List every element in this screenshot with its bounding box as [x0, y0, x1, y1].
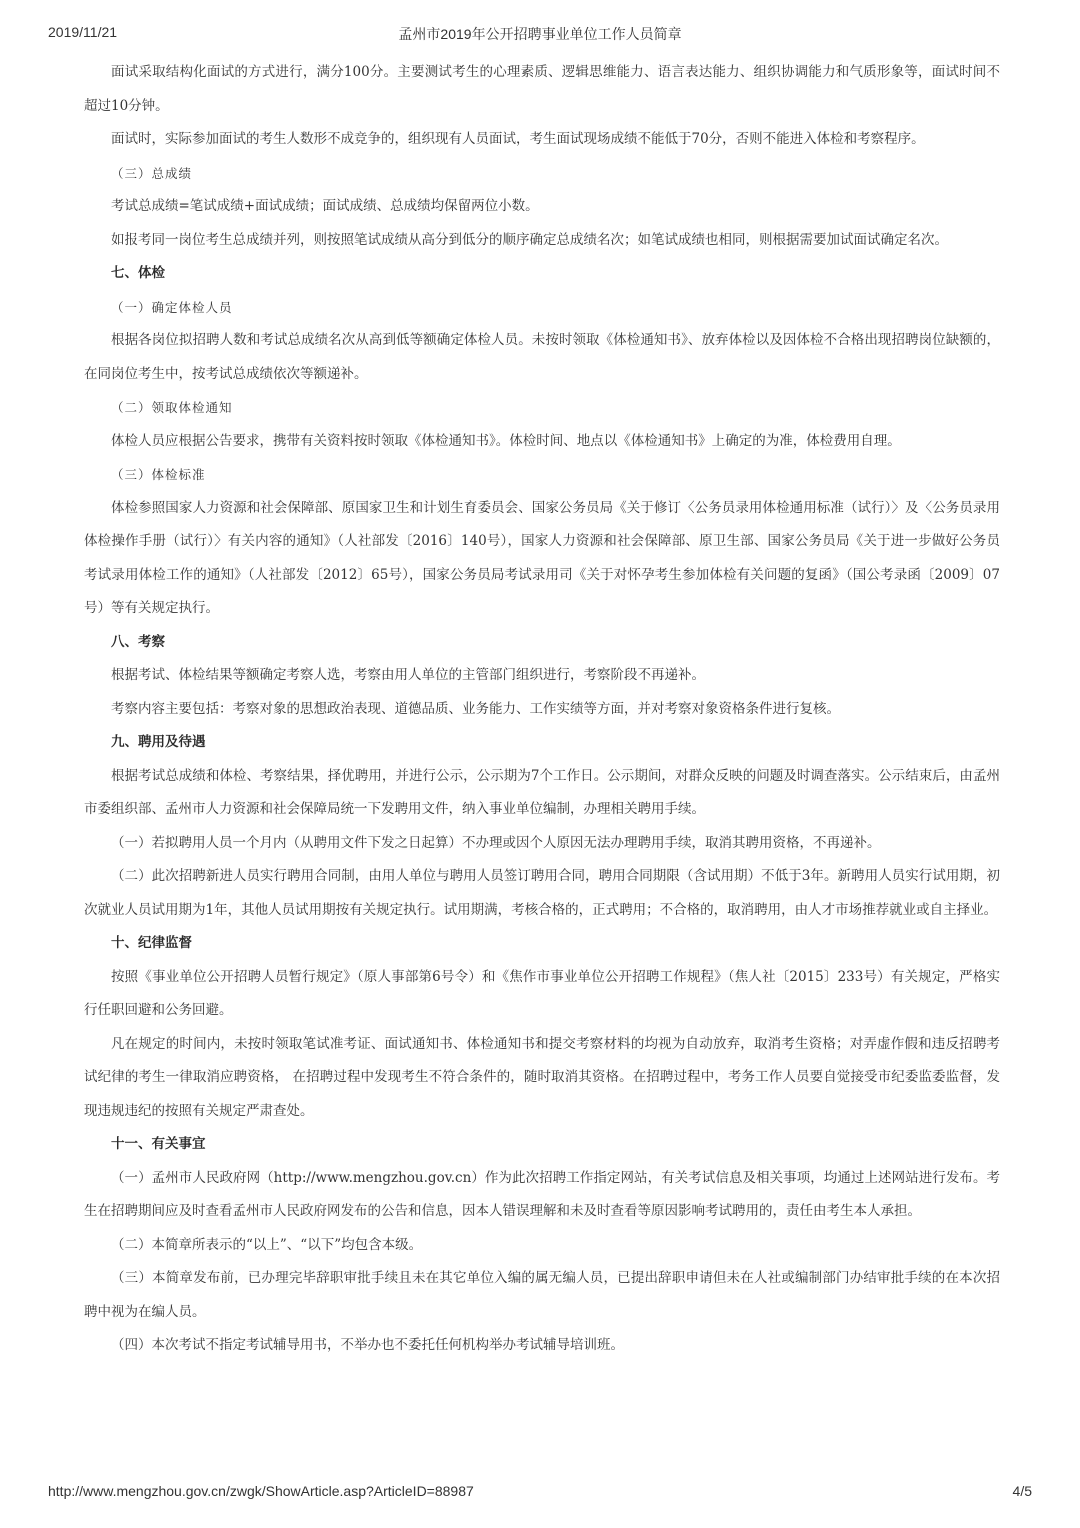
print-header — [48, 24, 1032, 46]
subheading-exam-notice: （二）领取体检通知 — [111, 400, 233, 415]
paragraph-matters-item-3: （三）本简章发布前，已办理完毕辞职审批手续且未在其它单位入编的属无编人员，已提出辞职申请但未在人社或编制部门办结审批手续的在本次招聘中视为在编人员。 — [84, 1270, 1000, 1320]
paragraph-interview-format: 面试采取结构化面试的方式进行，满分100分。主要测试考生的心理素质、逻辑思维能力、语言表达能力、组织协调能力和气质形象等，面试时间不超过10分钟。 — [84, 64, 1000, 114]
paragraph-exam-standard: 体检参照国家人力资源和社会保障部、原国家卫生和计划生育委员会、国家公务员局《关于修订〈公务员录用体检通用标准（试行）〉及〈公务员录用体检操作手册（试行）〉有关内容的通知》（人社部发〔2016〕140号），国家人力资源和社会保障部、原卫生部、国家公务员局《关于进一步做好公务员考试录用体检工作的通知》（人社部发〔2012〕65号），国家公务员局考试录用司《关于对怀孕考生参加体检有关问题的复函》（国公考录函〔2009〕07号）等有关规定执行。 — [84, 499, 1000, 616]
section-heading-inspection: 八、考察 — [111, 633, 165, 650]
section-heading-employment: 九、聘用及待遇 — [111, 734, 206, 750]
paragraph-matters-item-1: （一）孟州市人民政府网（http://www.mengzhou.gov.cn）作为此次招聘工作指定网站，有关考试信息及相关事项，均通过上述网站进行发布。考生在招聘期间应及时查看孟州市人民政府网发布的公告和信息，因本人错误理解和未及时查看等原因影响考试聘用的，责任由考生本人承担。 — [84, 1169, 1000, 1219]
paragraph-matters-item-4: （四）本次考试不指定考试辅导用书，不举办也不委托任何机构举办考试辅导培训班。 — [111, 1337, 624, 1353]
paragraph-exam-notice: 体检人员应根据公告要求，携带有关资料按时领取《体检通知书》。体检时间、地点以《体检通知书》上确定的为准，体检费用自理。 — [111, 432, 901, 449]
paragraph-discipline-violations: 凡在规定的时间内，未按时领取笔试准考证、面试通知书、体检通知书和提交考察材料的均视为自动放弃，取消考生资格；对弄虚作假和违反招聘考试纪律的考生一律取消应聘资格， 在招聘过程中发现考生不符合条件的，随时取消其资格。在招聘过程中，考务工作人员要自觉接受市纪委监委监督，发现违规违纪的按照有关规定严肃查处。 — [84, 1035, 1000, 1119]
subheading-exam-standard: （三）体检标准 — [111, 467, 206, 482]
paragraph-discipline-rules: 按照《事业单位公开招聘人员暂行规定》（原人事部第6号令）和《焦作市事业单位公开招聘工作规程》（焦人社〔2015〕233号）有关规定，严格实行任职回避和公务回避。 — [84, 968, 1000, 1018]
paragraph-employment-publicity: 根据考试总成绩和体检、考察结果，择优聘用，并进行公示，公示期为7个工作日。公示期间，对群众反映的问题及时调查落实。公示结束后，由孟州市委组织部、孟州市人力资源和社会保障局统一下发聘用文件，纳入事业单位编制，办理相关聘用手续。 — [84, 767, 1000, 817]
document-title: 孟州市2019年公开招聘事业单位工作人员简章 — [398, 26, 682, 42]
paragraph-total-score-formula: 考试总成绩=笔试成绩+面试成绩；面试成绩、总成绩均保留两位小数。 — [111, 198, 539, 214]
paragraph-total-score-tie: 如报考同一岗位考生总成绩并列，则按照笔试成绩从高分到低分的顺序确定总成绩名次；如笔试成绩也相同，则根据需要加试面试确定名次。 — [111, 231, 948, 248]
print-footer — [48, 1483, 1032, 1505]
subheading-exam-candidates: （一）确定体检人员 — [111, 299, 233, 315]
document-body — [84, 56, 1000, 1363]
source-url: http://www.mengzhou.gov.cn/zwgk/ShowArticle.asp?ArticleID=88987 — [48, 1483, 474, 1499]
subheading-total-score: （三）总成绩 — [111, 165, 193, 181]
print-date: 2019/11/21 — [48, 24, 118, 40]
section-heading-physical-exam: 七、体检 — [111, 265, 165, 281]
paragraph-inspection-process: 根据考试、体检结果等额确定考察人选，考察由用人单位的主管部门组织进行，考察阶段不再递补。 — [111, 667, 705, 683]
paragraph-employment-item-2: （二）此次招聘新进人员实行聘用合同制，由用人单位与聘用人员签订聘用合同，聘用合同期限（含试用期）不低于3年。新聘用人员实行试用期，初次就业人员试用期为1年，其他人员试用期按有关规定执行。试用期满，考核合格的，正式聘用；不合格的，取消聘用，由人才市场推荐就业或自主择业。 — [84, 868, 1000, 918]
paragraph-employment-item-1: （一）若拟聘用人员一个月内（从聘用文件下发之日起算）不办理或因个人原因无法办理聘用手续，取消其聘用资格，不再递补。 — [111, 834, 881, 851]
paragraph-inspection-content: 考察内容主要包括：考察对象的思想政治表现、道德品质、业务能力、工作实绩等方面，并对考察对象资格条件进行复核。 — [111, 700, 840, 717]
paragraph-exam-candidates: 根据各岗位拟招聘人数和考试总成绩名次从高到低等额确定体检人员。未按时领取《体检通知书》、放弃体检以及因体检不合格出现招聘岗位缺额的，在同岗位考生中，按考试总成绩依次等额递补。 — [84, 332, 1000, 382]
paragraph-matters-item-2: （二）本简章所表示的“以上”、“以下”均包含本级。 — [111, 1236, 423, 1253]
section-heading-related-matters: 十一、有关事宜 — [111, 1136, 206, 1152]
page-number: 4/5 — [1012, 1483, 1032, 1499]
paragraph-interview-threshold: 面试时，实际参加面试的考生人数形不成竞争的，组织现有人员面试，考生面试现场成绩不能低于70分，否则不能进入体检和考察程序。 — [111, 131, 925, 147]
section-heading-discipline: 十、纪律监督 — [111, 935, 192, 951]
